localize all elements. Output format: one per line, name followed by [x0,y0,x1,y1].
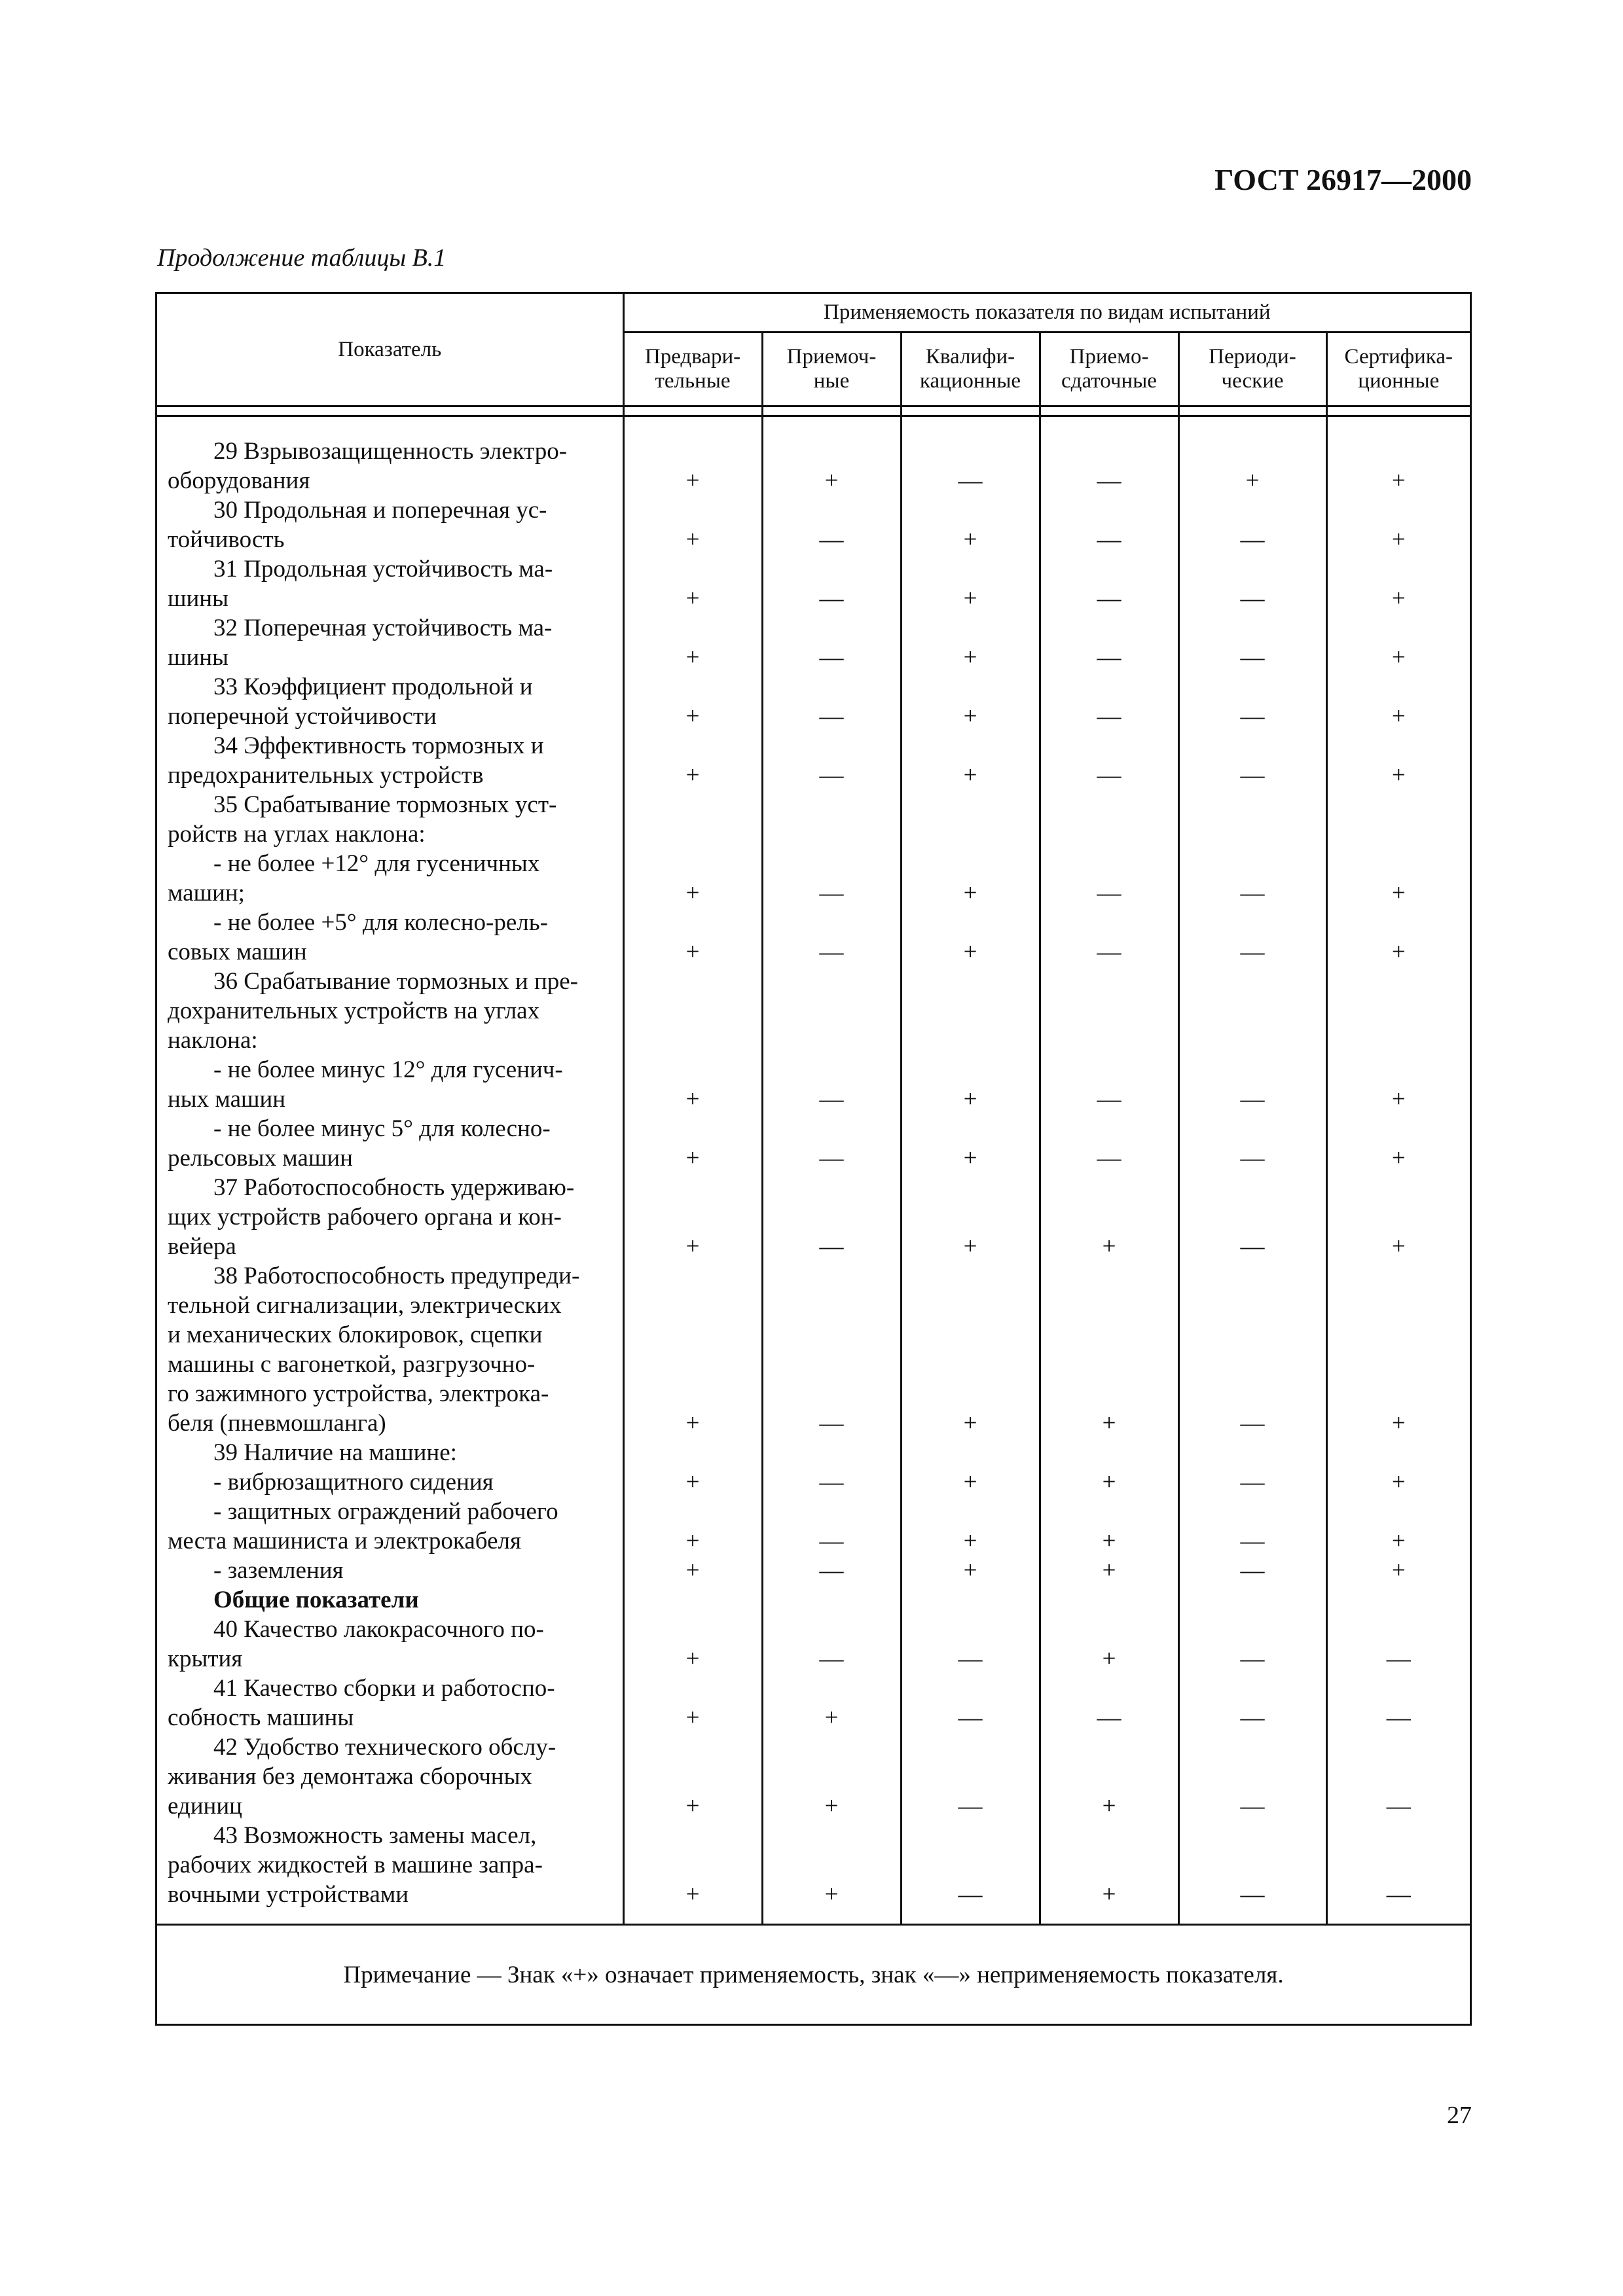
indicator-line: - не более +12° для гусеничных [213,850,540,877]
applicability-mark: — [762,1556,901,1585]
test-type-header [1178,332,1326,406]
applicability-mark: — [901,1821,1040,1909]
applicability-mark: — [1178,1055,1326,1114]
applicability-mark [901,967,1040,1055]
table-row [157,495,1470,554]
indicator-line: - защитных ограждений рабочего [213,1498,558,1525]
applicability-mark: + [1040,1173,1178,1261]
indicator-line: - вибрюзащитного сидения [213,1469,494,1496]
applicability-mark: — [1040,437,1178,495]
applicability-mark: — [762,1467,901,1497]
applicability-mark: + [1040,1732,1178,1821]
indicator-cell [157,1114,623,1173]
indicator-line: машины с вагонеткой, разгрузочно- [168,1351,536,1378]
applicability-mark: + [901,1467,1040,1497]
applicability-mark: + [1391,585,1406,612]
applicability-mark: — [1178,1497,1326,1556]
applicability-mark: + [762,437,901,495]
applicability-mark: + [623,1732,762,1821]
table-row [157,1467,1470,1497]
indicator-column-header: Показатель [157,294,623,406]
applicability-mark: + [901,908,1040,967]
applicability-mark: + [901,495,1040,554]
indicator-cell [157,1055,623,1114]
applicability-mark: + [901,613,1040,672]
applicability-mark: — [762,1173,901,1261]
table-row [157,1615,1470,1674]
table-row [157,1114,1470,1173]
applicability-mark: — [1040,1674,1178,1732]
applicability-mark: — [1178,1173,1326,1261]
applicability-mark: + [1391,1557,1406,1584]
applicability-mark [623,967,762,1055]
table-row [157,731,1470,790]
indicator-line: единиц [168,1793,242,1820]
indicator-cell [157,554,623,613]
applicability-mark [1178,1585,1326,1615]
header-line: Сертифика- [1344,345,1453,369]
applicability-mark: — [1178,1821,1326,1909]
applicability-mark: + [901,1055,1040,1114]
applicability-mark: — [762,672,901,731]
applicability-mark: — [1178,1261,1326,1438]
table-row [157,1732,1470,1821]
applicability-mark: + [623,1467,762,1497]
indicator-line: вейера [168,1233,236,1260]
applicability-mark: — [1040,908,1178,967]
applicability-mark [1326,1585,1470,1615]
indicator-cell [157,1732,623,1821]
table-row [157,908,1470,967]
indicator-line: 43 Возможность замены масел, [213,1822,537,1849]
indicator-cell [157,1497,623,1556]
applicability-mark: + [901,849,1040,908]
applicability-mark: — [901,1674,1040,1732]
applicability-mark: + [623,672,762,731]
applicability-mark: + [623,731,762,790]
applicability-mark: + [623,1615,762,1674]
document-id: ГОСТ 26917—2000 [1214,163,1472,196]
applicability-mark: + [1391,880,1406,906]
indicator-cell [157,1261,623,1438]
test-type-header [623,332,762,406]
indicator-line: - не более минус 5° для колесно- [213,1115,551,1142]
applicability-mark: + [1391,526,1406,553]
applicability-mark: — [762,554,901,613]
indicator-line: 38 Работоспособность предупреди- [213,1263,580,1289]
indicator-line: оборудования [168,467,310,494]
table-row [157,790,1470,849]
applicability-mark: + [623,437,762,495]
applicability-mark: + [1391,939,1406,965]
applicability-mark: + [901,1497,1040,1556]
indicator-line: собность машины [168,1704,354,1731]
applicability-mark: + [1391,703,1406,730]
header-line: Предвари- [644,345,741,369]
applicability-mark: — [1040,554,1178,613]
applicability-mark: — [1040,731,1178,790]
indicator-line: наклона: [168,1027,258,1054]
applicability-mark: — [1040,495,1178,554]
applicability-mark: — [762,908,901,967]
table-row [157,672,1470,731]
applicability-mark: + [1391,1528,1406,1554]
indicator-line: Общие показатели [213,1587,419,1613]
indicator-line: 34 Эффективность тормозных и [213,732,544,759]
table-row [157,1556,1470,1585]
table-row [157,1821,1470,1909]
indicator-cell [157,967,623,1055]
indicator-line: тельной сигнализации, электрических [168,1292,562,1319]
indicator-line: - заземления [213,1557,344,1584]
table-row [157,437,1470,495]
table-row [157,1674,1470,1732]
applicability-mark: + [1040,1467,1178,1497]
applicability-mark: — [1040,672,1178,731]
applicability-mark: + [1391,1410,1406,1437]
applicability-mark [1178,1438,1326,1467]
applicability-mark: — [1178,495,1326,554]
applicability-mark: + [901,1173,1040,1261]
applicability-mark: + [623,1114,762,1173]
applicability-mark: + [623,613,762,672]
applicability-mark: — [762,1055,901,1114]
applicability-mark [623,1585,762,1615]
applicability-mark: — [762,731,901,790]
indicator-cell [157,672,623,731]
indicator-line: вочными устройствами [168,1881,409,1908]
applicability-mark: + [623,1173,762,1261]
test-type-header [762,332,901,406]
indicator-cell [157,1467,623,1497]
indicator-cell [157,790,623,849]
header-line: ные [813,369,850,393]
indicator-cell [157,1556,623,1585]
header-line: Приемоч- [786,345,877,369]
applicability-mark: + [623,849,762,908]
applicability-mark: + [623,1674,762,1732]
indicator-cell [157,495,623,554]
applicability-mark [623,790,762,849]
applicability-mark: + [1391,644,1406,671]
indicator-cell [157,1821,623,1909]
applicability-mark: — [1386,1704,1411,1731]
applicability-mark: + [623,1556,762,1585]
applicability-mark: — [1178,554,1326,613]
applicability-mark [762,967,901,1055]
table-row [157,849,1470,908]
indicator-line: 32 Поперечная устойчивость ма- [213,615,553,641]
applicability-mark: + [1391,1469,1406,1496]
applicability-mark: — [1178,1674,1326,1732]
test-type-header [1040,332,1178,406]
indicator-line: 39 Наличие на машине: [213,1439,457,1466]
applicability-mark: + [901,1556,1040,1585]
applicability-mark [901,1438,1040,1467]
applicability-mark: — [1386,1793,1411,1820]
applicability-mark: + [901,1261,1040,1438]
applicability-mark: — [1178,672,1326,731]
applicability-mark: — [1178,613,1326,672]
applicability-mark [1178,790,1326,849]
note-text: Примечание — Знак «+» означает применяемость, знак «—» неприменяемость показателя. [343,1961,1284,1988]
indicator-cell [157,1674,623,1732]
applicability-mark [762,1585,901,1615]
indicator-line: и механических блокировок, сцепки [168,1321,543,1348]
indicator-line: рабочих жидкостей в машине запра- [168,1852,543,1878]
applicability-mark: — [1178,1556,1326,1585]
applicability-mark: — [901,1615,1040,1674]
indicator-line: беля (пневмошланга) [168,1410,386,1437]
table-row [157,1261,1470,1438]
applicability-mark: + [623,554,762,613]
indicator-line: тойчивость [168,526,285,553]
applicability-mark [901,1585,1040,1615]
indicator-line: крытия [168,1645,243,1672]
test-type-header [901,332,1040,406]
indicator-line: 35 Срабатывание тормозных уст- [213,791,557,818]
applicability-mark: + [1391,1086,1406,1113]
applicability-mark: + [1040,1821,1178,1909]
applicability-mark: + [901,1114,1040,1173]
applicability-mark: — [762,849,901,908]
applicability-mark [1040,790,1178,849]
indicator-cell [157,731,623,790]
applicability-mark: — [762,613,901,672]
applicability-mark [1326,1438,1470,1467]
indicator-line: 36 Срабатывание тормозных и пре- [213,968,579,995]
applicability-mark [1326,967,1470,1055]
applicability-mark: — [1040,849,1178,908]
indicator-line: 41 Качество сборки и работоспо- [213,1675,555,1702]
indicator-cell [157,849,623,908]
table-caption: Продолжение таблицы В.1 [157,244,447,272]
applicability-mark [623,1438,762,1467]
applicability-mark: — [1178,1732,1326,1821]
indicator-line: дохранительных устройств на углах [168,997,540,1024]
applicability-mark: — [762,495,901,554]
applicability-mark: — [1178,1114,1326,1173]
applicability-mark [1326,790,1470,849]
table-row [157,613,1470,672]
indicator-line: 31 Продольная устойчивость ма- [213,556,553,583]
header-line: сдаточные [1061,369,1157,393]
table-row [157,1497,1470,1556]
applicability-mark: + [762,1674,901,1732]
applicability-mark: + [901,672,1040,731]
applicability-mark: — [901,1732,1040,1821]
indicator-line: предохранительных устройств [168,762,484,789]
indicator-cell [157,1438,623,1467]
indicator-line: места машиниста и электрокабеля [168,1528,522,1554]
applicability-mark: + [623,1261,762,1438]
indicator-line: поперечной устойчивости [168,703,437,730]
table-row [157,1055,1470,1114]
indicator-line: щих устройств рабочего органа и кон- [168,1204,562,1230]
applicability-mark [1178,967,1326,1055]
applicability-mark [1040,967,1178,1055]
header-line: ционные [1358,369,1440,393]
indicator-line: - не более минус 12° для гусенич- [213,1056,563,1083]
indicator-cell [157,908,623,967]
indicator-line: го зажимного устройства, электрока- [168,1380,549,1407]
indicator-line: ных машин [168,1086,286,1113]
applicability-mark [762,790,901,849]
indicator-cell [157,1585,623,1615]
applicability-mark: — [762,1261,901,1438]
indicator-line: 33 Коэффициент продольной и [213,673,533,700]
indicator-line: живания без демонтажа сборочных [168,1763,532,1790]
table-row [157,1173,1470,1261]
applicability-mark [901,790,1040,849]
test-type-header [1326,332,1470,406]
applicability-mark: — [1040,1114,1178,1173]
header-line: ческие [1221,369,1284,393]
applicability-mark: — [1178,908,1326,967]
indicator-line: рельсовых машин [168,1145,353,1172]
applicability-mark: — [1178,1615,1326,1674]
indicator-cell [157,437,623,495]
table-note [157,1925,1470,2024]
applicability-mark: + [1040,1615,1178,1674]
applicability-mark: + [1040,1261,1178,1438]
table-row [157,1585,1470,1615]
applicability-mark: + [1178,437,1326,495]
indicator-cell [157,1173,623,1261]
indicator-cell [157,613,623,672]
applicability-mark: — [1386,1881,1411,1908]
table-row [157,1438,1470,1467]
indicator-line: шины [168,644,228,671]
header-line: Периоди- [1209,345,1296,369]
page-number: 27 [1447,2102,1472,2129]
applicability-mark: + [1391,1233,1406,1260]
applicability-mark: + [623,1497,762,1556]
table-row [157,554,1470,613]
indicator-line: шины [168,585,228,612]
applicability-mark: + [1040,1556,1178,1585]
applicability-mark: — [762,1497,901,1556]
applicability-mark: + [762,1732,901,1821]
header-line: кационные [919,369,1021,393]
indicator-line: - не более +5° для колесно-рель- [213,909,548,936]
header-line: тельные [655,369,731,393]
applicability-mark: — [1040,613,1178,672]
applicability-mark: — [762,1615,901,1674]
indicator-line: 30 Продольная и поперечная ус- [213,497,547,524]
indicator-line: 37 Работоспособность удерживаю- [213,1174,575,1201]
applicability-mark: — [1040,1055,1178,1114]
applicability-mark: + [901,554,1040,613]
applicability-mark: + [901,731,1040,790]
applicability-mark: — [1386,1645,1411,1672]
applicability-mark: — [1178,731,1326,790]
header-line: Приемо- [1069,345,1149,369]
indicator-line: совых машин [168,939,307,965]
applicability-mark: — [901,437,1040,495]
indicator-line: ройств на углах наклона: [168,821,426,848]
applicability-mark: — [1178,849,1326,908]
applicability-mark: + [762,1821,901,1909]
applicability-mark: — [762,1114,901,1173]
applicability-table [155,292,1472,2026]
test-types-group-header: Применяемость показателя по видам испытаний [623,294,1470,332]
applicability-mark: + [1040,1497,1178,1556]
header-line: Квалифи- [925,345,1015,369]
indicator-line: машин; [168,880,245,906]
applicability-mark: + [1391,762,1406,789]
applicability-mark [1040,1438,1178,1467]
applicability-mark [1040,1585,1178,1615]
applicability-mark: + [623,495,762,554]
indicator-line: 40 Качество лакокрасочного по- [213,1616,544,1643]
indicator-line: 42 Удобство технического обслу- [213,1734,556,1761]
applicability-mark: + [1391,1145,1406,1172]
applicability-mark: + [623,908,762,967]
applicability-mark: + [623,1821,762,1909]
applicability-mark: + [623,1055,762,1114]
applicability-mark: — [1178,1467,1326,1497]
applicability-mark [762,1438,901,1467]
table-row [157,967,1470,1055]
indicator-cell [157,1615,623,1674]
applicability-mark: + [1391,467,1406,494]
indicator-line: 29 Взрывозащищенность электро- [213,438,568,465]
